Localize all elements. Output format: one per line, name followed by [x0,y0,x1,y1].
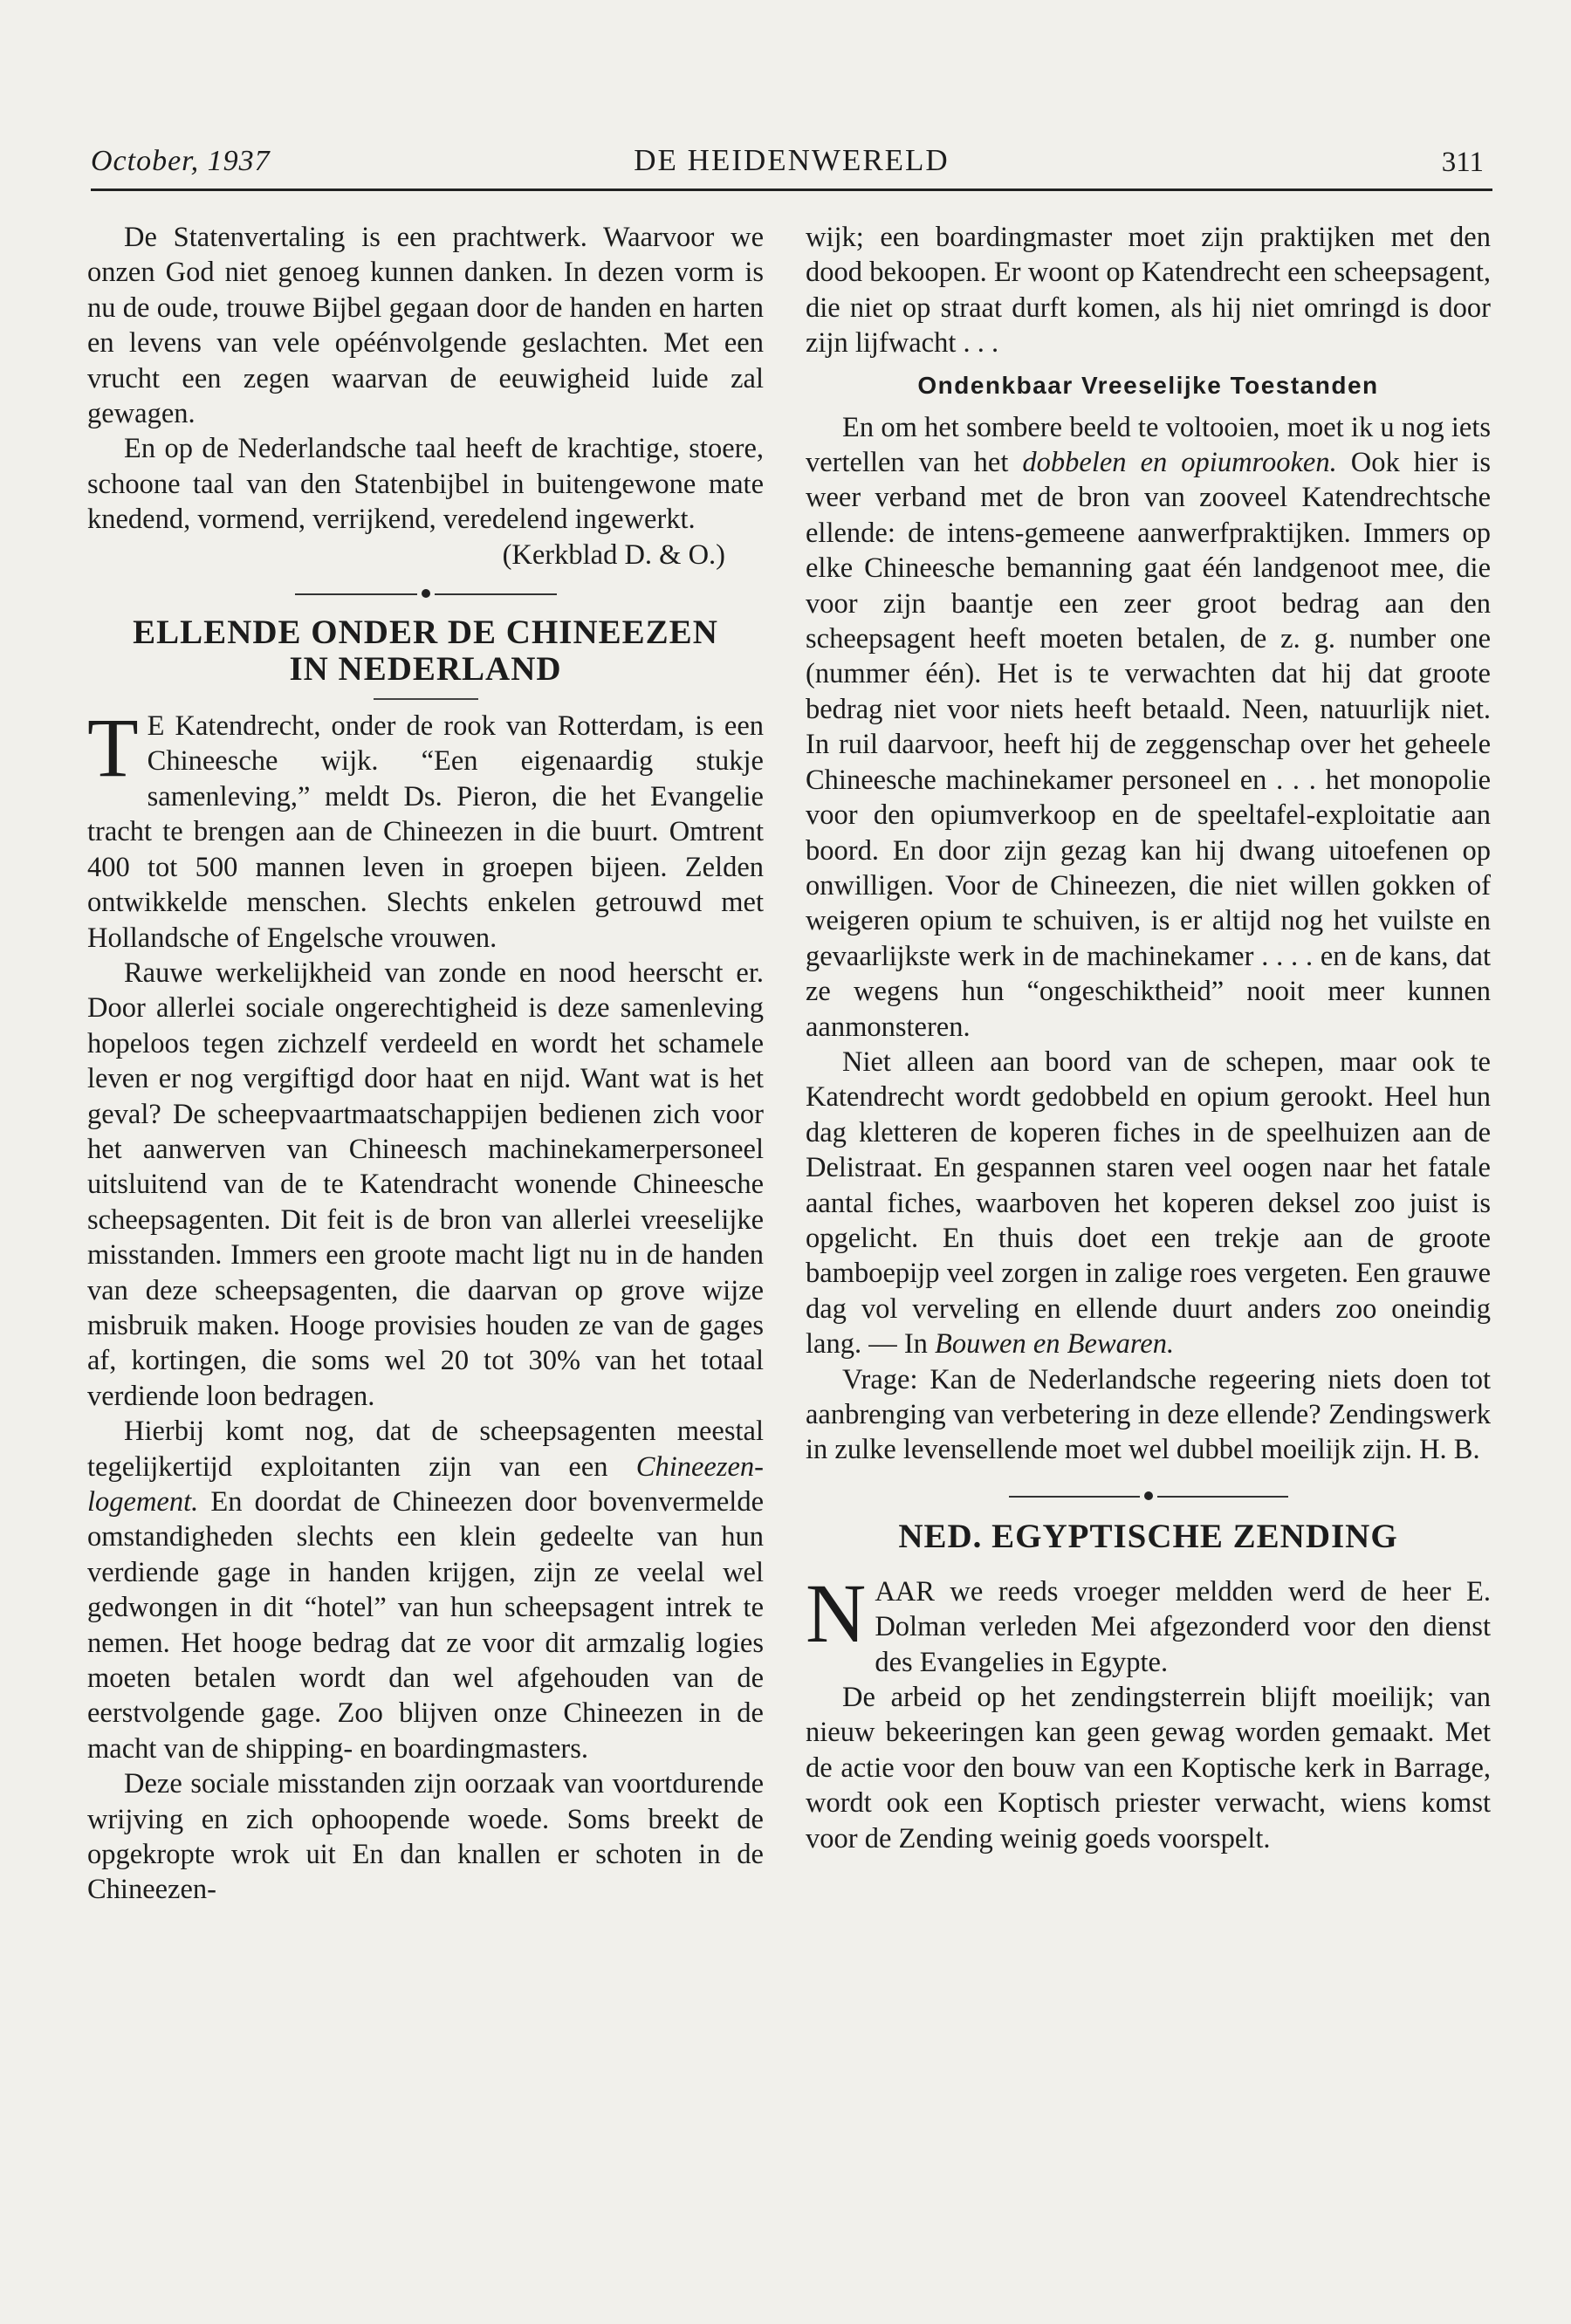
header-rule [91,189,1492,191]
section-separator [1009,1478,1288,1513]
article-paragraph-2: Rauwe werkelijkheid van zonde en nood heerscht er. Door allerlei sociale ongerechtigheid is deze samenleving hopeloos tegen zichzelf verdeeld en wordt het schamele leven er nog vergiftigd door haat en nijd. Want wat is het geval? De scheepvaartmaatschappijen bedienen zich voor het aanwerven van Chineesch machinekamerpersoneel uitsluitend van de te Katendracht wonende Chineesche scheepsagenten. Dit feit is de bron van allerlei vreeselijke misstanden. Immers een groote macht ligt nu in de handen van deze scheepsagenten, die daarvan op grove wijze misbruik maken. Hooge provisies houden ze van de gages af, kortingen, die soms wel 20 tot 30% van het totaal verdiende loon bedragen. [87,956,764,1412]
article-paragraph-1: T E Katendrecht, onder de rook van Rotterdam, is een Chineesche wijk. “Een eigenaardig stukje samenleving,” meldt Ds. Pieron, die het Evangelie tracht te brengen aan de Chineezen in die buurt. Omtrent 400 tot 500 mannen leven in groepen bijeen. Zelden ontwikkelde menschen. Slechts enkelen getrouwd met Hollandsche of Engelsche vrouwen. [87,701,764,954]
drop-cap: T [87,701,139,795]
continuation-paragraph: wijk; een boardingmaster moet zijn praktijken met den dood bekoopen. Er woont op Katendrecht een scheepsagent, die niet op straat durft komen, als hij niet omringd is door zijn lijfwacht . . . [806,222,1491,360]
italic-term: dobbelen en opiumrooken. [1022,447,1337,479]
article2-paragraph-2: De arbeid op het zendingsterrein blijft moeilijk; van nieuw bekeeringen kan geen gewag worden gemaakt. Met de actie voor den bouw van een Koptische kerk in Barrage, wordt ook een Koptisch priester verwacht, wiens komst voor de Zending weinig goeds voorspelt. [806,1682,1491,1854]
running-header [91,140,1492,189]
article2-title: NED. EGYPTISCHE ZENDING [898,1517,1398,1555]
subheading: Ondenkbaar Vreeselijke Toestanden [917,371,1379,399]
article-paragraph-4: Deze sociale misstanden zijn oorzaak van voortdurende wrijving en zich ophoopende woede. Soms breekt de opgekropte wrok uit En dan knallen er schoten in de Chineezen- [87,1768,764,1906]
article-paragraph-3: Hierbij komt nog, dat de scheepsagenten meestal tegelijkertijd exploitanten zijn van een Chineezen-logement. En doordat de Chineezen door bovenvermelde omstandigheden slechts een klein gedeelte van hun verdiende gage in handen krijgen, zijn ze veelal wel gedwongen in dit “hotel” van hun scheepsagent intrek te nemen. Het hooge bedrag dat ze voor dit armzalig logies moeten betalen wordt dan wel afgehouden van de eerstvolgende gage. Zoo blijven onze Chineezen in de macht van de shipping- en boardingmasters. [87,1416,764,1765]
italic-source: Bouwen en Bewaren. [935,1328,1175,1361]
article-title-line-1: ELLENDE ONDER DE CHINEEZEN [133,614,718,652]
article2-paragraph-1: NAAR we reeds vroeger meldden werd de heer E. Dolman verleden Mei afgezonderd voor den dienst des Evangelies in Egypte. [806,1566,1491,1678]
intro-paragraph-1: De Statenvertaling is een prachtwerk. Waarvoor we onzen God niet genoeg kunnen danken. In dezen vorm is nu de oude, trouwe Bijbel gegaan door de handen en harten en levens van vele opéénvolgende geslachten. Met een vrucht een zegen waarvan de eeuwigheid luide zal gewagen. [87,222,764,430]
italic-term: Chineezen-logement. [87,1450,764,1518]
title-underline [374,698,478,700]
issue-date: October, 1937 [91,145,271,177]
page-number: 311 [1441,147,1484,178]
article-title [87,614,764,688]
drop-cap: N [806,1566,867,1660]
right-column [806,220,1491,1856]
intro-source: (Kerkblad D. & O.) [502,538,725,571]
journal-title: DE HEIDENWERELD [634,143,950,177]
left-column [87,220,764,1908]
intro-paragraph-2: En op de Nederlandsche taal heeft de krachtige, stoere, schoone taal van den Statenbijbel in buitengewone mate knedend, vormend, verrijkend, veredelend ingewerkt. [87,433,764,536]
article-title-line-2: IN NEDERLAND [289,650,562,689]
right-paragraph-2: Niet alleen aan boord van de schepen, maar ook te Katendrecht wordt gedobbeld en opium gerookt. Heel hun dag kletteren de koperen fiches in de speelhuizen aan de Delistraat. En gespannen staren veel oogen naar het fatale aantal fiches, waarboven het koperen deksel zoo juist is opgelicht. En thuis doet een trekje aan de groote bamboepijp veel zorgen in zalige roes vergeten. Een grauwe dag vol verveling en ellende duurt anders zoo oneindig lang. — In Bouwen en Bewaren. [806,1045,1491,1361]
right-paragraph-3: Vrage: Kan de Nederlandsche regeering niets doen tot aanbrenging van verbetering in deze ellende? Zendingswerk in zulke levensellende moet wel dubbel moeilijk zijn. H. B. [806,1363,1491,1466]
right-paragraph-1: En om het sombere beeld te voltooien, moet ik u nog iets vertellen van het dobbelen en opiumrooken. Ook hier is weer verband met de bron van zooveel Katendrechtsche ellende: de intens-gemeene aanwerfpraktijken. Immers op elke Chineesche bemanning gaat één landgenoot mee, die voor zijn baantje een zeer groot bedrag aan den scheepsagent heeft moeten betalen, de z. g. number one (nummer één). Het is te verwachten dat hij dat groote bedrag niet voor niets heeft betaald. Neen, natuurlijk niet. In ruil daarvoor, heeft hij de zeggenschap over het geheele Chineesche machinekamer personeel en . . . het monopolie voor den opiumverkoop en de speeltafel-exploitatie aan boord. En door zijn gezag kan hij dwang uitoefenen op onwilligen. Voor de Chineezen, die niet willen gokken of weigeren opium te schuiven, is er altijd nog het vuilste en gevaarlijkste werk in de machinekamer . . . . en de kans, dat ze wegens hun “ongeschiktheid” nooit meer kunnen aanmonsteren. [806,411,1491,1043]
section-separator [295,576,557,611]
